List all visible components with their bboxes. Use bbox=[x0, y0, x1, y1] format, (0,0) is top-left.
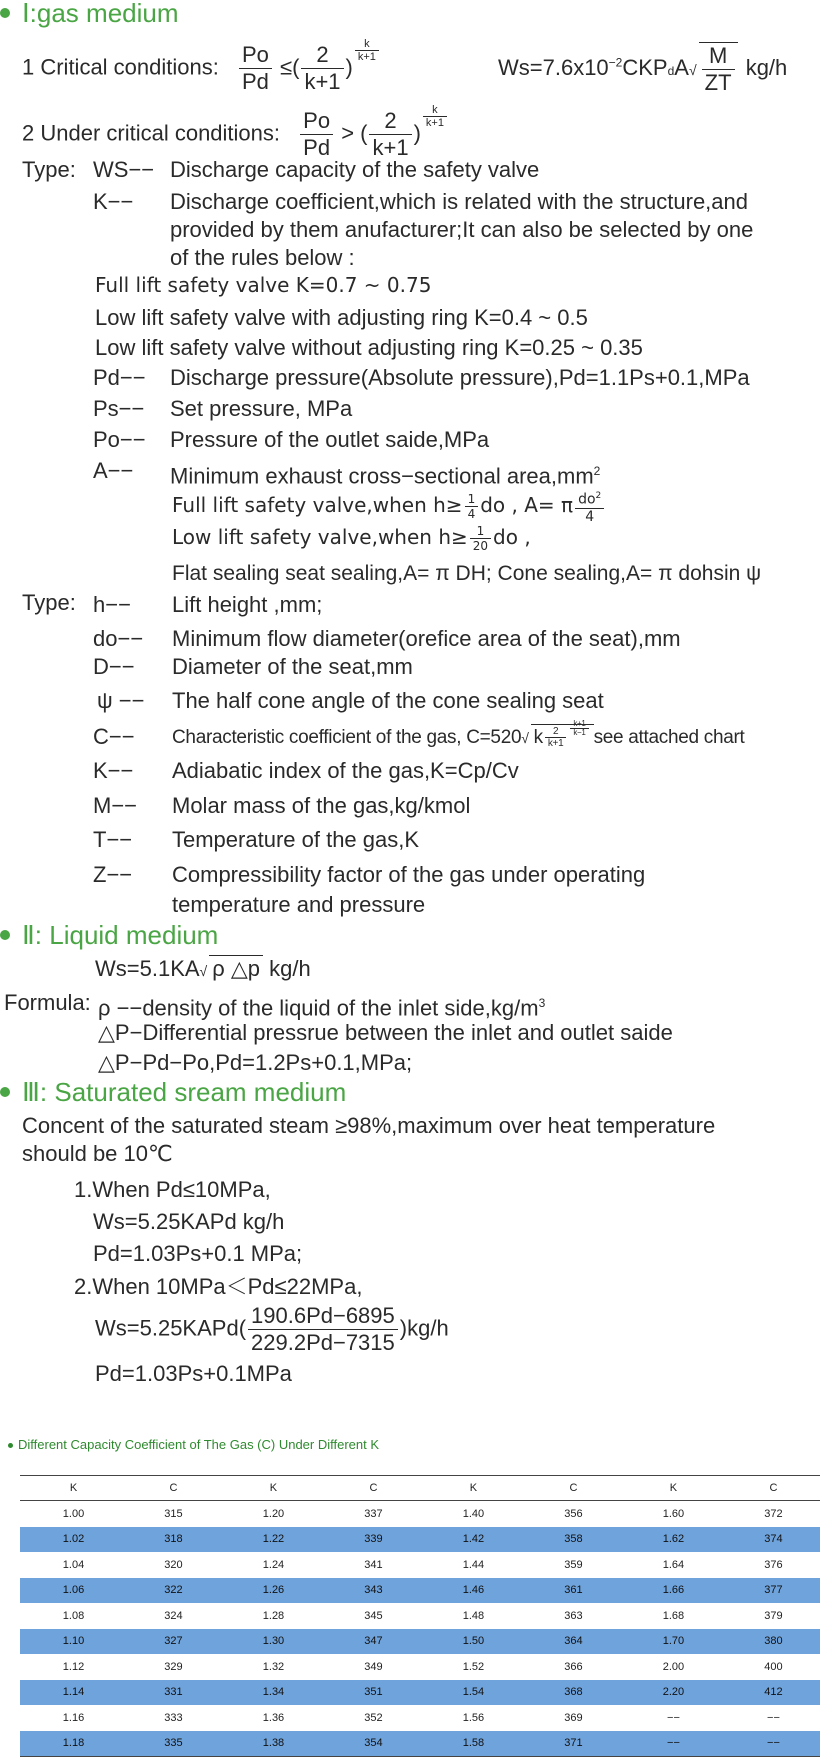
table-cell: 1.20 bbox=[262, 1507, 285, 1520]
d-description: Diameter of the seat,mm bbox=[172, 654, 413, 679]
table-cell: 331 bbox=[127, 1680, 220, 1706]
bullet-icon bbox=[0, 8, 10, 18]
case-1-label: 1.When Pd≤10MPa, bbox=[74, 1177, 271, 1202]
table-cell: 349 bbox=[364, 1660, 383, 1673]
header-k: K bbox=[620, 1476, 727, 1501]
table-cell: −− bbox=[767, 1711, 780, 1724]
table-cell: 1.18 bbox=[20, 1731, 127, 1757]
c-symbol: C−− bbox=[93, 724, 135, 749]
pd-description: Discharge pressure(Absolute pressure),Pd=1.1Ps+0.1,MPa bbox=[170, 365, 750, 390]
k-description-2: provided by them anufacturer;It can also be selected by one bbox=[170, 217, 754, 242]
table-cell: 412 bbox=[727, 1680, 820, 1706]
table-cell: 361 bbox=[527, 1578, 620, 1604]
table-cell: 368 bbox=[527, 1680, 620, 1706]
table-cell: 322 bbox=[127, 1578, 220, 1604]
table-cell: 1.24 bbox=[262, 1558, 285, 1571]
do-symbol: do−− bbox=[93, 626, 144, 651]
table-cell: 1.66 bbox=[620, 1578, 727, 1604]
table-body bbox=[20, 1501, 820, 1757]
table-cell: 327 bbox=[127, 1629, 220, 1655]
do-description: Minimum flow diameter(orefice area of the seat),mm bbox=[172, 626, 681, 651]
table-cell: 369 bbox=[564, 1711, 583, 1724]
table-cell: 374 bbox=[727, 1527, 820, 1553]
steam-condition-2: should be 10℃ bbox=[22, 1141, 173, 1166]
k-description-3: of the rules below : bbox=[170, 245, 355, 270]
table-cell: 2.00 bbox=[662, 1660, 685, 1673]
type-label: Type: bbox=[22, 157, 76, 182]
table-row bbox=[20, 1552, 820, 1578]
po-description: Pressure of the outlet saide,MPa bbox=[170, 427, 490, 452]
table-cell: 1.58 bbox=[420, 1731, 527, 1757]
table-cell: 343 bbox=[327, 1578, 420, 1604]
table-cell: 324 bbox=[164, 1609, 183, 1622]
table-cell: 1.64 bbox=[662, 1558, 685, 1571]
case-1-ws: Ws=5.25KAPd kg/h bbox=[93, 1209, 285, 1234]
liquid-medium-title: Ⅱ: Liquid medium bbox=[0, 920, 218, 950]
table-cell: 364 bbox=[527, 1629, 620, 1655]
table-cell: 351 bbox=[327, 1680, 420, 1706]
k-description-1: Discharge coefficient,which is related with the structure,and bbox=[170, 189, 748, 214]
table-cell: 1.40 bbox=[462, 1507, 485, 1520]
t-description: Temperature of the gas,K bbox=[172, 827, 420, 852]
h-symbol: h−− bbox=[93, 592, 131, 617]
table-cell: 1.46 bbox=[420, 1578, 527, 1604]
table-cell: 354 bbox=[327, 1731, 420, 1757]
table-row bbox=[20, 1705, 820, 1731]
table-cell: 1.54 bbox=[420, 1680, 527, 1706]
steam-medium-title: Ⅲ: Saturated sream medium bbox=[0, 1077, 346, 1107]
capacity-coefficient-table bbox=[20, 1475, 820, 1757]
bullet-icon bbox=[0, 930, 10, 940]
a-description: Minimum exhaust cross−sectional $area,mm^2$ bbox=[170, 463, 601, 489]
table-row bbox=[20, 1680, 820, 1706]
table-cell: 1.42 bbox=[420, 1527, 527, 1553]
table-row bbox=[20, 1603, 820, 1629]
dp-formula: △P−Pd−Po,Pd=1.2Ps+0.1,MPa; bbox=[98, 1050, 413, 1075]
table-row bbox=[20, 1527, 820, 1553]
c-description: Characteristic coefficient of the gas, C=520√ k $\frac{2}{k+1}$ $\frac{k+1}{k-1}$ see attached chart bbox=[172, 719, 745, 750]
ws-liquid-formula: Ws=5.1KA√ ρ △p kg/h bbox=[95, 956, 311, 981]
a-symbol: A−− bbox=[93, 458, 134, 483]
k2-description: Adiabatic index of the gas,K=Cp/Cv bbox=[172, 758, 519, 783]
table-cell: 1.52 bbox=[462, 1660, 485, 1673]
table-row bbox=[20, 1501, 820, 1527]
rho-description: ρ −−density of the liquid of the inlet $side,kg/m^3$ bbox=[98, 995, 546, 1021]
table-cell: 1.36 bbox=[262, 1711, 285, 1724]
header-k: K bbox=[220, 1476, 327, 1501]
formula-label: Formula: bbox=[4, 990, 91, 1015]
case-2-label: 2.When 10MPa＜Pd≤22MPa, bbox=[74, 1274, 363, 1299]
m-symbol: M−− bbox=[93, 793, 138, 818]
table-cell: 315 bbox=[164, 1507, 183, 1520]
table-cell: −− bbox=[620, 1731, 727, 1757]
table-cell: 366 bbox=[564, 1660, 583, 1673]
po-symbol: Po−− bbox=[93, 427, 146, 452]
ws-gas-formula: $Ws=7.6x10^{-2}CKPdA√$ $\frac{M}{ZT}$ kg/h bbox=[498, 43, 788, 95]
bullet-icon bbox=[8, 1443, 13, 1448]
table-cell: 1.00 bbox=[62, 1507, 85, 1520]
table-cell: 1.14 bbox=[20, 1680, 127, 1706]
header-k: K bbox=[420, 1476, 527, 1501]
k2-symbol: K−− bbox=[93, 758, 134, 783]
table-cell: 1.48 bbox=[462, 1609, 485, 1622]
table-cell: 1.34 bbox=[220, 1680, 327, 1706]
table-cell: 2.20 bbox=[620, 1680, 727, 1706]
table-cell: 347 bbox=[327, 1629, 420, 1655]
table-cell: 1.44 bbox=[462, 1558, 485, 1571]
pd-symbol: Pd−− bbox=[93, 365, 146, 390]
table-cell: 1.06 bbox=[20, 1578, 127, 1604]
low-lift-area: Low lift safety valve,when h≥ $\frac{1}{20}$ do , bbox=[172, 524, 531, 553]
table-cell: 339 bbox=[327, 1527, 420, 1553]
ps-symbol: Ps−− bbox=[93, 396, 145, 421]
table-cell: 333 bbox=[164, 1711, 183, 1724]
z-symbol: Z−− bbox=[93, 862, 133, 887]
table-cell: 1.10 bbox=[20, 1629, 127, 1655]
table-cell: −− bbox=[727, 1731, 820, 1757]
bullet-icon bbox=[0, 1087, 10, 1097]
table-cell: 380 bbox=[727, 1629, 820, 1655]
sealing-area: Flat sealing seat sealing,A= π DH; Cone sealing,A= π dohsin ψ bbox=[172, 562, 762, 585]
table-cell: 1.68 bbox=[662, 1609, 685, 1622]
ws-symbol: WS−− bbox=[93, 157, 155, 182]
table-cell: 352 bbox=[364, 1711, 383, 1724]
m-description: Molar mass of the gas,kg/kmol bbox=[172, 793, 471, 818]
header-c: C bbox=[727, 1476, 820, 1501]
table-title: Different Capacity Coefficient of The Gas (C) Under Different K bbox=[8, 1437, 379, 1452]
under-critical-conditions: 2 Under critical conditions: $\frac{Po}{Pd}$ > ( $\frac{2}{k+1}$ ) $\frac{k}{k+1}$ bbox=[22, 108, 449, 161]
header-c: C bbox=[527, 1476, 620, 1501]
table-cell: 320 bbox=[164, 1558, 183, 1571]
table-cell: 1.08 bbox=[62, 1609, 85, 1622]
table-cell: 359 bbox=[564, 1558, 583, 1571]
table-cell: 1.26 bbox=[220, 1578, 327, 1604]
header-k: K bbox=[20, 1476, 127, 1501]
header-c: C bbox=[127, 1476, 220, 1501]
low-lift-with-ring: Low lift safety valve with adjusting ring K=0.4 ~ 0.5 bbox=[95, 305, 588, 330]
case-2-ws: Ws=5.25KAPd( $\frac{190.6Pd-6895}{229.2Pd-7315}$ )kg/h bbox=[95, 1303, 449, 1355]
table-cell: 1.60 bbox=[662, 1507, 685, 1520]
case-2-pd: Pd=1.03Ps+0.1MPa bbox=[95, 1361, 292, 1386]
table-cell: 363 bbox=[564, 1609, 583, 1622]
table-cell: 358 bbox=[527, 1527, 620, 1553]
table-cell: 1.30 bbox=[220, 1629, 327, 1655]
k-symbol: K−− bbox=[93, 189, 134, 214]
table-header-row bbox=[20, 1476, 820, 1501]
table-cell: 377 bbox=[727, 1578, 820, 1604]
low-lift-without-ring: Low lift safety valve without adjusting ring K=0.25 ~ 0.35 bbox=[95, 335, 643, 360]
z-description-1: Compressibility factor of the gas under operating bbox=[172, 862, 646, 887]
type-label-2: Type: bbox=[22, 590, 76, 615]
table-cell: 1.62 bbox=[620, 1527, 727, 1553]
t-symbol: T−− bbox=[93, 827, 133, 852]
table-cell: 345 bbox=[364, 1609, 383, 1622]
table-cell: 318 bbox=[127, 1527, 220, 1553]
table-cell: −− bbox=[667, 1711, 680, 1724]
d-symbol: D−− bbox=[93, 654, 135, 679]
table-cell: 1.56 bbox=[462, 1711, 485, 1724]
case-1-pd: Pd=1.03Ps+0.1 MPa; bbox=[93, 1241, 303, 1266]
psi-symbol: ψ −− bbox=[97, 688, 145, 713]
table-row bbox=[20, 1654, 820, 1680]
table-cell: 1.12 bbox=[62, 1660, 85, 1673]
h-description: Lift height ,mm; bbox=[172, 592, 323, 617]
full-lift-area: Full lift safety valve,when h≥ $\frac{1}{4}$ do , A= π $\frac{do^2}{4}$ bbox=[172, 488, 606, 525]
ws-description: Discharge capacity of the safety valve bbox=[170, 157, 540, 182]
table-cell: 1.38 bbox=[220, 1731, 327, 1757]
critical-conditions: 1 Critical conditions: $\frac{Po}{Pd}$ ≤( $\frac{2}{k+1}$ ) $\frac{k}{k+1}$ bbox=[22, 42, 381, 95]
table-cell: 337 bbox=[364, 1507, 383, 1520]
table-row bbox=[20, 1731, 820, 1757]
table-cell: 335 bbox=[127, 1731, 220, 1757]
table-cell: 1.50 bbox=[420, 1629, 527, 1655]
table-cell: 1.16 bbox=[62, 1711, 85, 1724]
z-description-2: temperature and pressure bbox=[172, 892, 426, 917]
dp-description: △P−Differential pressrue between the inlet and outlet saide bbox=[98, 1020, 673, 1045]
ps-description: Set pressure, MPa bbox=[170, 396, 353, 421]
table-cell: 1.32 bbox=[262, 1660, 285, 1673]
table-cell: 376 bbox=[764, 1558, 783, 1571]
table-cell: 379 bbox=[764, 1609, 783, 1622]
table-cell: 400 bbox=[764, 1660, 783, 1673]
table-row bbox=[20, 1578, 820, 1604]
table-cell: 329 bbox=[164, 1660, 183, 1673]
steam-condition-1: Concent of the saturated steam ≥98%,maximum over heat temperature bbox=[22, 1113, 716, 1138]
table-cell: 356 bbox=[564, 1507, 583, 1520]
table-cell: 1.02 bbox=[20, 1527, 127, 1553]
table-cell: 1.70 bbox=[620, 1629, 727, 1655]
table-cell: 371 bbox=[527, 1731, 620, 1757]
psi-description: The half cone angle of the cone sealing seat bbox=[172, 688, 604, 713]
gas-medium-title: Ⅰ:gas medium bbox=[0, 0, 179, 28]
table-row bbox=[20, 1629, 820, 1655]
table-cell: 1.22 bbox=[220, 1527, 327, 1553]
table-cell: 1.04 bbox=[62, 1558, 85, 1571]
table-cell: 341 bbox=[364, 1558, 383, 1571]
table-cell: 372 bbox=[764, 1507, 783, 1520]
table-cell: 1.28 bbox=[262, 1609, 285, 1622]
full-lift-k: Full lift safety valve K=0.7 ~ 0.75 bbox=[95, 273, 432, 297]
header-c: C bbox=[327, 1476, 420, 1501]
